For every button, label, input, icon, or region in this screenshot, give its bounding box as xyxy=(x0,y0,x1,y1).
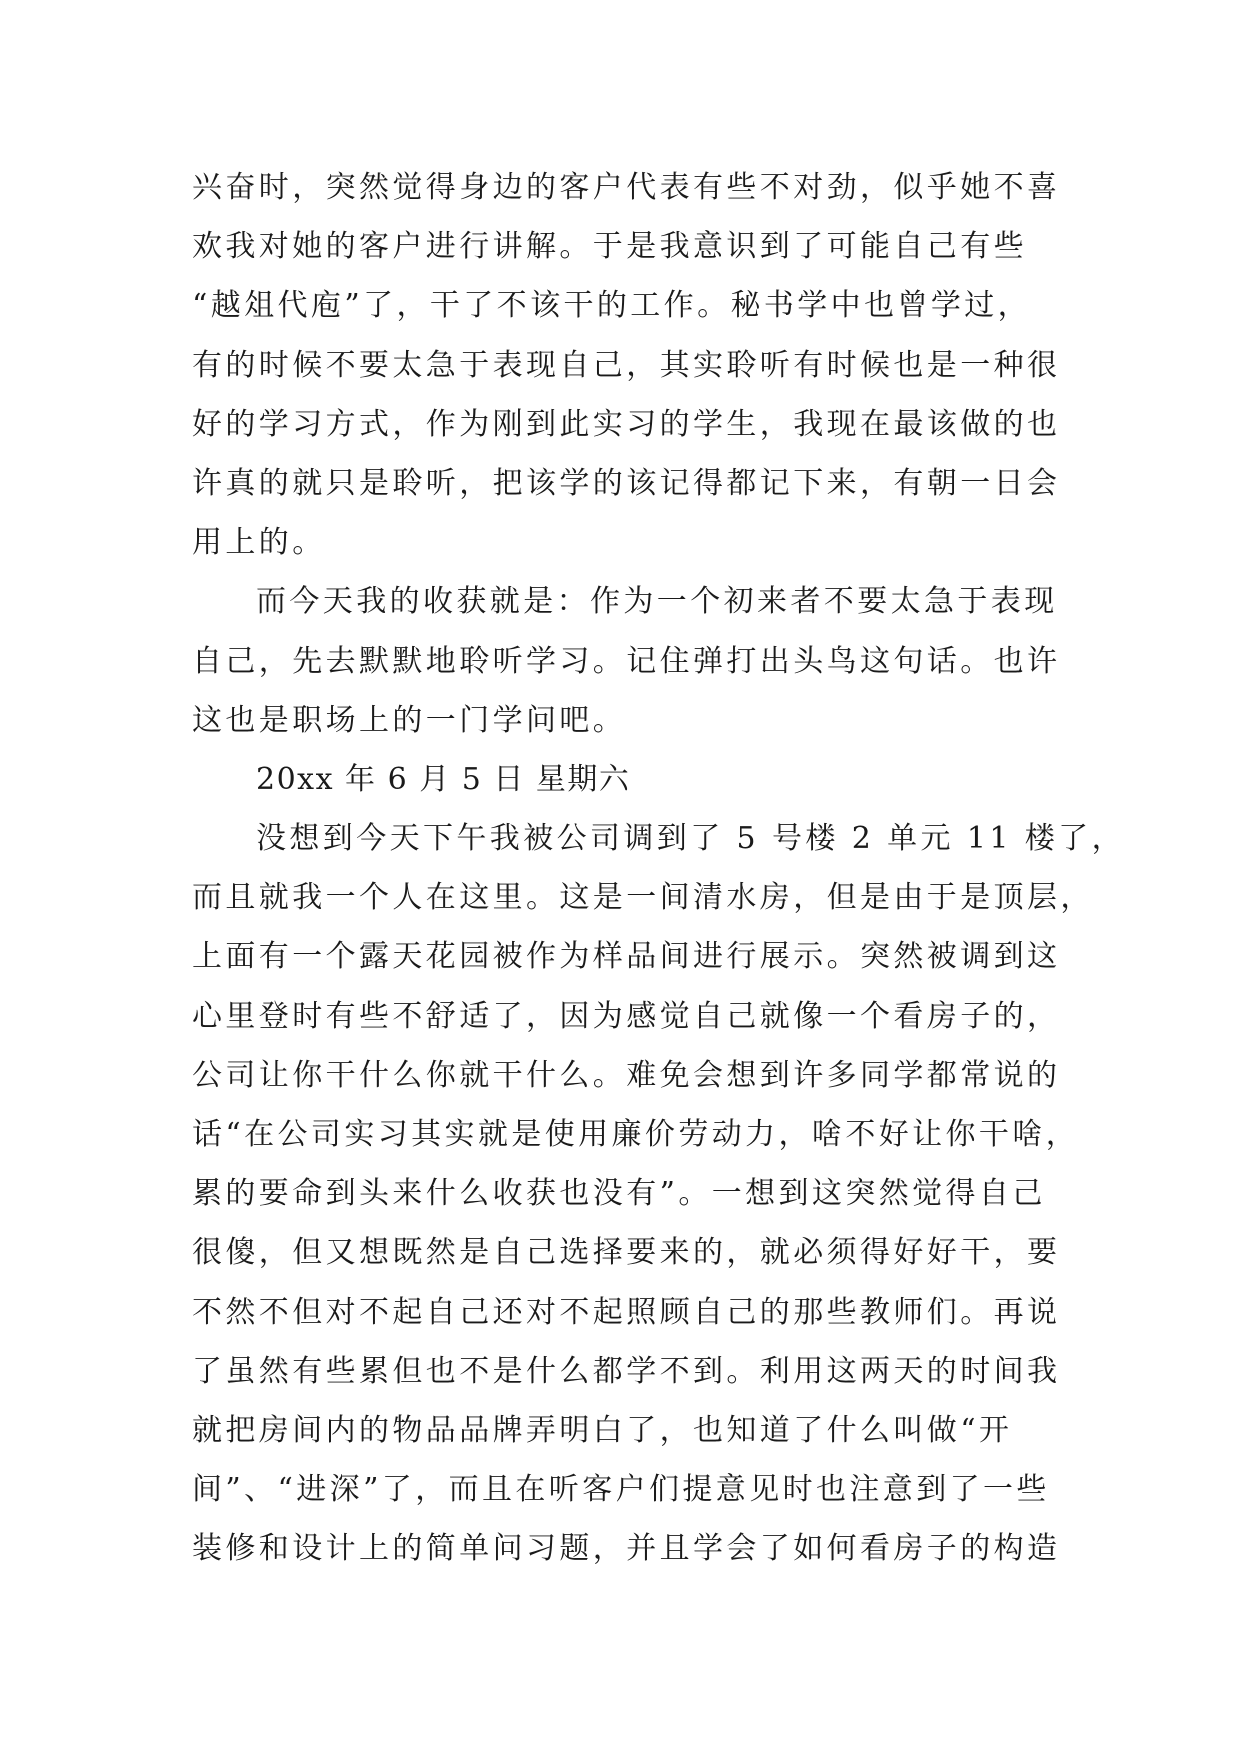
date-heading: 20xx 年 6 月 5 日 星期六 xyxy=(256,761,631,797)
text-line: 欢我对她的客户进行讲解。于是我意识到了可能自己有些 xyxy=(192,229,1027,265)
text-line: 公司让你干什么你就干什么。难免会想到许多同学都常说的 xyxy=(192,1057,1061,1093)
text-line: 有的时候不要太急于表现自己，其实聆听有时候也是一种很 xyxy=(192,347,1061,383)
text-line: 不然不但对不起自己还对不起照顾自己的那些教师们。再说 xyxy=(192,1294,1061,1330)
text-line: 兴奋时，突然觉得身边的客户代表有些不对劲，似乎她不喜 xyxy=(192,170,1061,205)
paragraph-start-line: 没想到今天下午我被公司调到了 5 号楼 2 单元 11 楼了， xyxy=(256,821,1125,857)
text-line: 许真的就只是聆听，把该学的该记得都记下来，有朝一日会 xyxy=(192,465,1061,501)
text-line: 很傻，但又想既然是自己选择要来的，就必须得好好干，要 xyxy=(192,1235,1061,1271)
document-body xyxy=(192,158,1125,1579)
paragraph-start-line: 而今天我的收获就是：作为一个初来者不要太急于表现 xyxy=(256,584,1058,620)
text-line: 了虽然有些累但也不是什么都学不到。利用这两天的时间我 xyxy=(192,1353,1061,1389)
text-line: 这也是职场上的一门学问吧。 xyxy=(192,702,627,738)
text-line: 自己，先去默默地聆听学习。记住弹打出头鸟这句话。也许 xyxy=(192,643,1061,679)
text-line: 话“在公司实习其实就是使用廉价劳动力，啥不好让你干啥， xyxy=(192,1117,1080,1152)
text-line: 而且就我一个人在这里。这是一间清水房，但是由于是顶层， xyxy=(192,880,1094,916)
text-line: 装修和设计上的简单问习题，并且学会了如何看房子的构造 xyxy=(192,1531,1061,1567)
text-line: “越俎代庖”了，干了不该干的工作。秘书学中也曾学过， xyxy=(192,288,1032,324)
text-line: 就把房间内的物品品牌弄明白了，也知道了什么叫做“开 xyxy=(192,1412,1013,1448)
text-line: 用上的。 xyxy=(192,525,326,561)
text-line: 上面有一个露天花园被作为样品间进行展示。突然被调到这 xyxy=(192,939,1061,975)
text-line: 心里登时有些不舒适了，因为感觉自己就像一个看房子的， xyxy=(192,998,1061,1034)
text-line: 累的要命到头来什么收获也没有”。一想到这突然觉得自己 xyxy=(192,1176,1046,1212)
text-line: 间”、“进深”了，而且在听客户们提意见时也注意到了一些 xyxy=(192,1472,1050,1508)
text-line: 好的学习方式，作为刚到此实习的学生，我现在最该做的也 xyxy=(192,406,1061,442)
